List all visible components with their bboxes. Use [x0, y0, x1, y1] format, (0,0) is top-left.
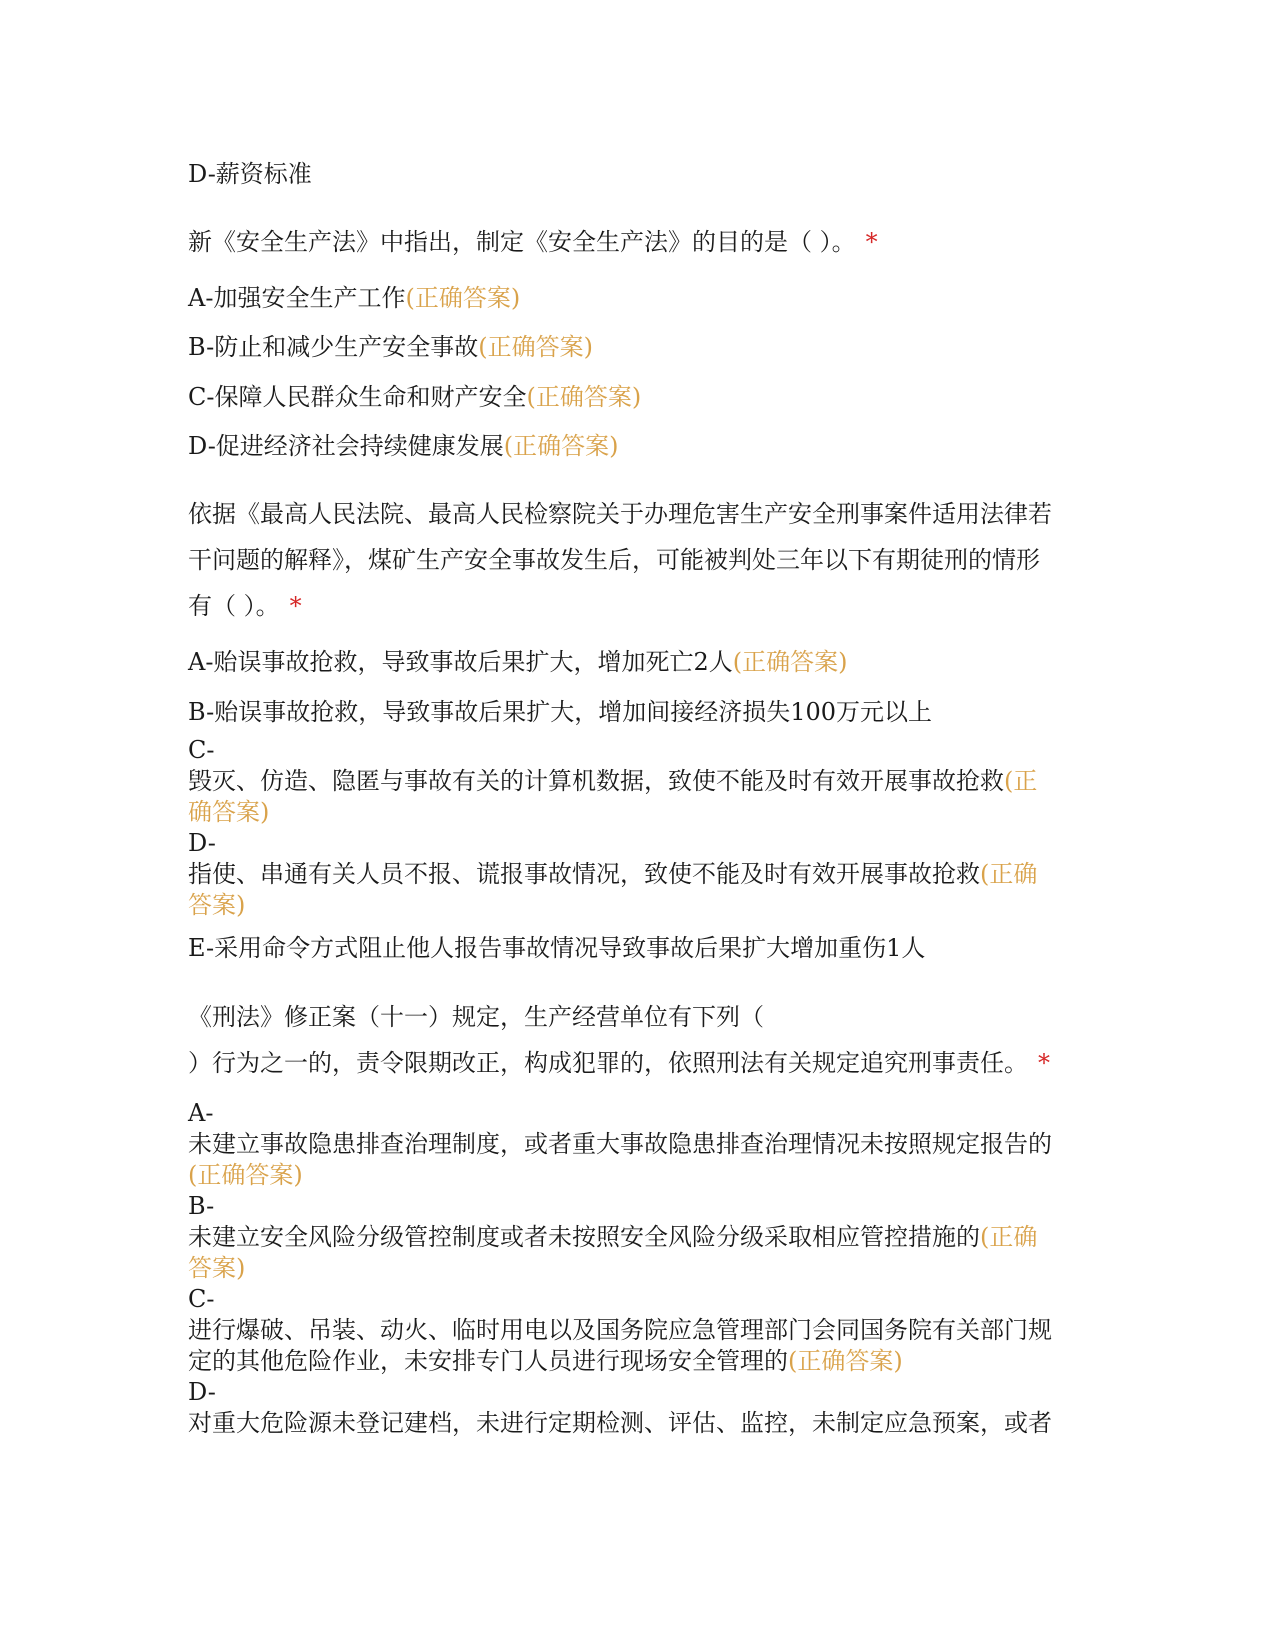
option-b: B-贻误事故抢救，导致事故后果扩大，增加间接经济损失100万元以上	[188, 698, 932, 726]
option-d: 对重大危险源未登记建档，未进行定期检测、评估、监控，未制定应急预案，或者	[188, 1409, 1052, 1437]
option-d-prefix: D-	[188, 829, 216, 857]
option-d-salary: D-薪资标准	[188, 160, 312, 188]
correct-answer-tag: (正确	[980, 1223, 1038, 1251]
correct-answer-tag: 确答案)	[188, 798, 270, 826]
option-c-prefix: C-	[188, 1285, 215, 1313]
correct-answer-tag: (正确答案)	[188, 1161, 303, 1189]
required-mark: *	[1038, 1049, 1050, 1077]
option-c: C-保障人民群众生命和财产安全(正确答案)	[188, 383, 642, 411]
correct-answer-tag: (正	[1004, 767, 1038, 795]
option-b-cont	[188, 1252, 245, 1284]
correct-answer-tag: (正确答案)	[478, 333, 593, 361]
required-mark: *	[865, 228, 878, 256]
question-title: 新《安全生产法》中指出，制定《安全生产法》的目的是（ ）。 *	[188, 228, 878, 256]
correct-answer-tag: (正确	[980, 860, 1038, 888]
correct-answer-tag: (正确答案)	[788, 1347, 903, 1375]
option-a-cont	[188, 1159, 303, 1191]
option-b: B-防止和减少生产安全事故(正确答案)	[188, 333, 593, 361]
option-c-cont	[188, 796, 269, 828]
option-b-prefix: B-	[188, 1192, 215, 1220]
option-c-prefix: C-	[188, 736, 215, 764]
question-title-cont: 干问题的解释》，煤矿生产安全事故发生后，可能被判处三年以下有期徒刑的情形	[188, 546, 1040, 574]
correct-answer-tag: (正确答案)	[405, 284, 521, 312]
correct-answer-tag: (正确答案)	[732, 648, 848, 676]
option-b: 未建立安全风险分级管控制度或者未按照安全风险分级采取相应管控措施的(正确	[188, 1223, 1038, 1251]
option-a: A-贻误事故抢救，导致事故后果扩大，增加死亡2人(正确答案)	[188, 648, 848, 676]
option-c: 毁灭、仿造、隐匿与事故有关的计算机数据，致使不能及时有效开展事故抢救(正	[188, 767, 1038, 795]
correct-answer-tag: 答案)	[188, 891, 246, 919]
option-d-prefix: D-	[188, 1378, 216, 1406]
correct-answer-tag: 答案)	[188, 1254, 246, 1282]
option-a: A-加强安全生产工作(正确答案)	[188, 284, 521, 312]
correct-answer-tag: (正确答案)	[526, 383, 642, 411]
option-e: E-采用命令方式阻止他人报告事故情况导致事故后果扩大增加重伤1人	[188, 934, 926, 962]
question-title: 《刑法》修正案（十一）规定，生产经营单位有下列（	[188, 1003, 764, 1031]
required-mark: *	[289, 592, 302, 620]
option-d: 指使、串通有关人员不报、谎报事故情况，致使不能及时有效开展事故抢救(正确	[188, 860, 1038, 888]
question-title-cont: 有（ ）。 *	[188, 592, 302, 620]
question-title: 依据《最高人民法院、最高人民检察院关于办理危害生产安全刑事案件适用法律若	[188, 500, 1052, 528]
option-c: 进行爆破、吊装、动火、临时用电以及国务院应急管理部门会同国务院有关部门规	[188, 1316, 1052, 1344]
question-title-cont: ）行为之一的，责令限期改正，构成犯罪的，依照刑法有关规定追究刑事责任。 *	[188, 1049, 1050, 1077]
correct-answer-tag: (正确答案)	[503, 432, 619, 460]
option-a-prefix: A-	[188, 1099, 214, 1127]
option-a: 未建立事故隐患排查治理制度，或者重大事故隐患排查治理情况未按照规定报告的	[188, 1130, 1052, 1158]
option-d: D-促进经济社会持续健康发展(正确答案)	[188, 432, 619, 460]
option-c-cont: 定的其他危险作业，未安排专门人员进行现场安全管理的(正确答案)	[188, 1347, 903, 1375]
option-d-cont	[188, 889, 245, 921]
